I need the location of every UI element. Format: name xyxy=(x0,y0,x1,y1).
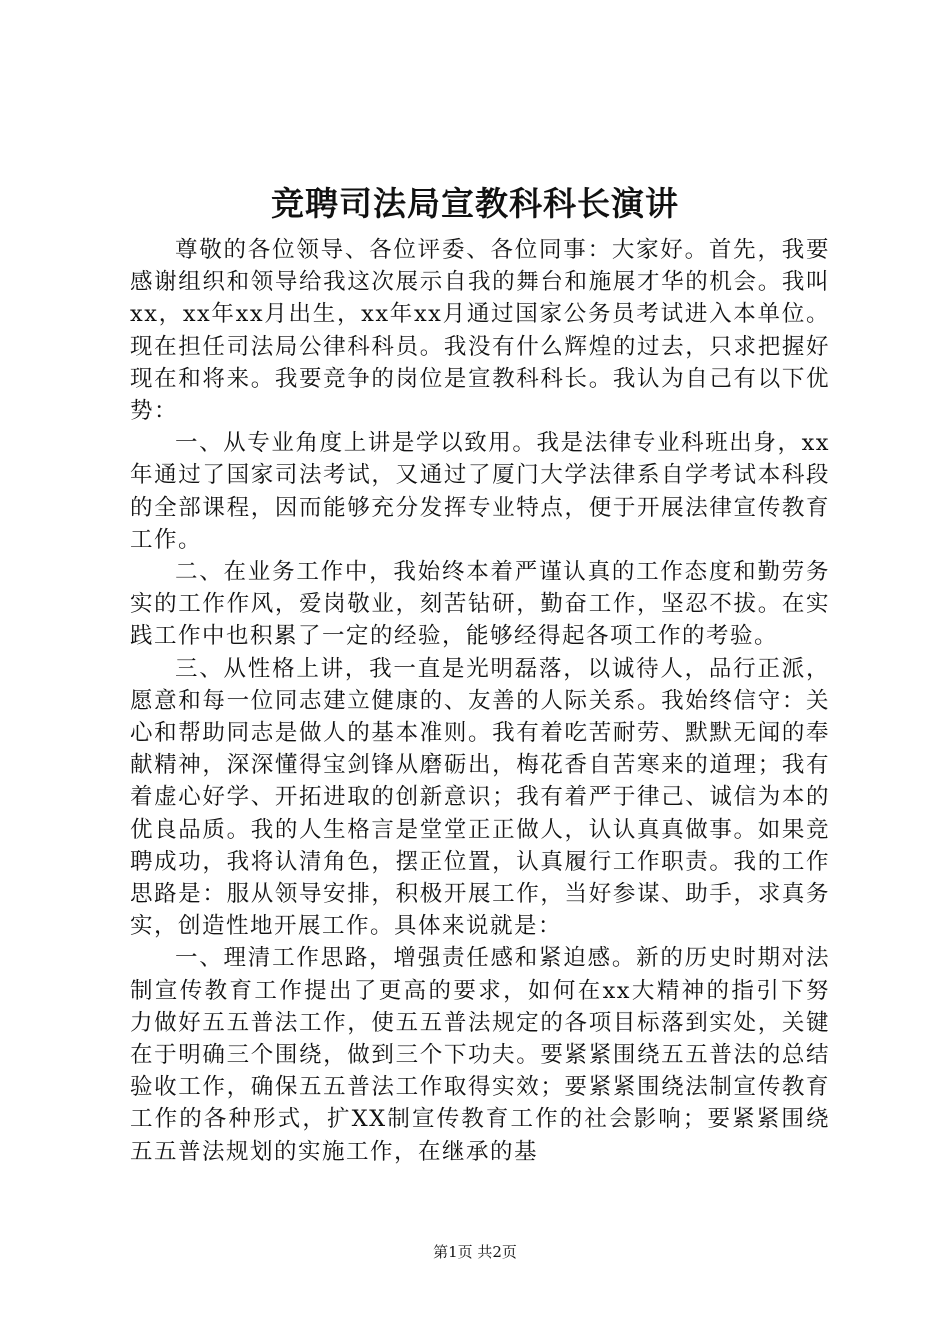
paragraph-advantage-1: 一、从专业角度上讲是学以致用。我是法律专业科班出身，xx年通过了国家司法考试，又通过了厦门大学法律系自学考试本科段的全部课程，因而能够充分发挥专业特点，便于开展法律宣传教育工作。 xyxy=(130,430,830,553)
page-footer: 第1页 共2页 xyxy=(433,1243,517,1261)
document-title: 竞聘司法局宣教科科长演讲 xyxy=(271,184,679,224)
paragraph-greeting: 尊敬的各位领导、各位评委、各位同事：大家好。首先，我要感谢组织和领导给我这次展示自我的舞台和施展才华的机会。我叫xx，xx年xx月出生，xx年xx月通过国家公务员考试进入本单位。现在担任司法局公律科科员。我没有什么辉煌的过去，只求把握好现在和将来。我要竞争的岗位是宣教科科长。我认为自己有以下优势： xyxy=(130,237,830,425)
paragraph-advantage-3: 三、从性格上讲，我一直是光明磊落，以诚待人，品行正派，愿意和每一位同志建立健康的、友善的人际关系。我始终信守：关心和帮助同志是做人的基本准则。我有着吃苦耐劳、默默无闻的奉献精神，深深懂得宝剑锋从磨砺出，梅花香自苦寒来的道理；我有着虚心好学、开拓进取的创新意识；我有着严于律己、诚信为本的优良品质。我的人生格言是堂堂正正做人，认认真真做事。如果竞聘成功，我将认清角色，摆正位置，认真履行工作职责。我的工作思路是：服从领导安排，积极开展工作，当好参谋、助手，求真务实，创造性地开展工作。具体来说就是： xyxy=(130,655,830,940)
paragraph-plan-1: 一、理清工作思路，增强责任感和紧迫感。新的历史时期对法制宣传教育工作提出了更高的要求，如何在xx大精神的指引下努力做好五五普法工作，使五五普法规定的各项目标落到实处，关键在于明确三个围绕，做到三个下功夫。要紧紧围绕五五普法的总结验收工作，确保五五普法工作取得实效；要紧紧围绕法制宣传教育工作的各种形式，扩XX制宣传教育工作的社会影响；要紧紧围绕五五普法规划的实施工作，在继承的基 xyxy=(130,945,830,1165)
paragraph-advantage-2: 二、在业务工作中，我始终本着严谨认真的工作态度和勤劳务实的工作作风，爱岗敬业，刻苦钻研，勤奋工作，坚忍不拔。在实践工作中也积累了一定的经验，能够经得起各项工作的考验。 xyxy=(130,559,830,650)
document-body xyxy=(130,234,830,1168)
